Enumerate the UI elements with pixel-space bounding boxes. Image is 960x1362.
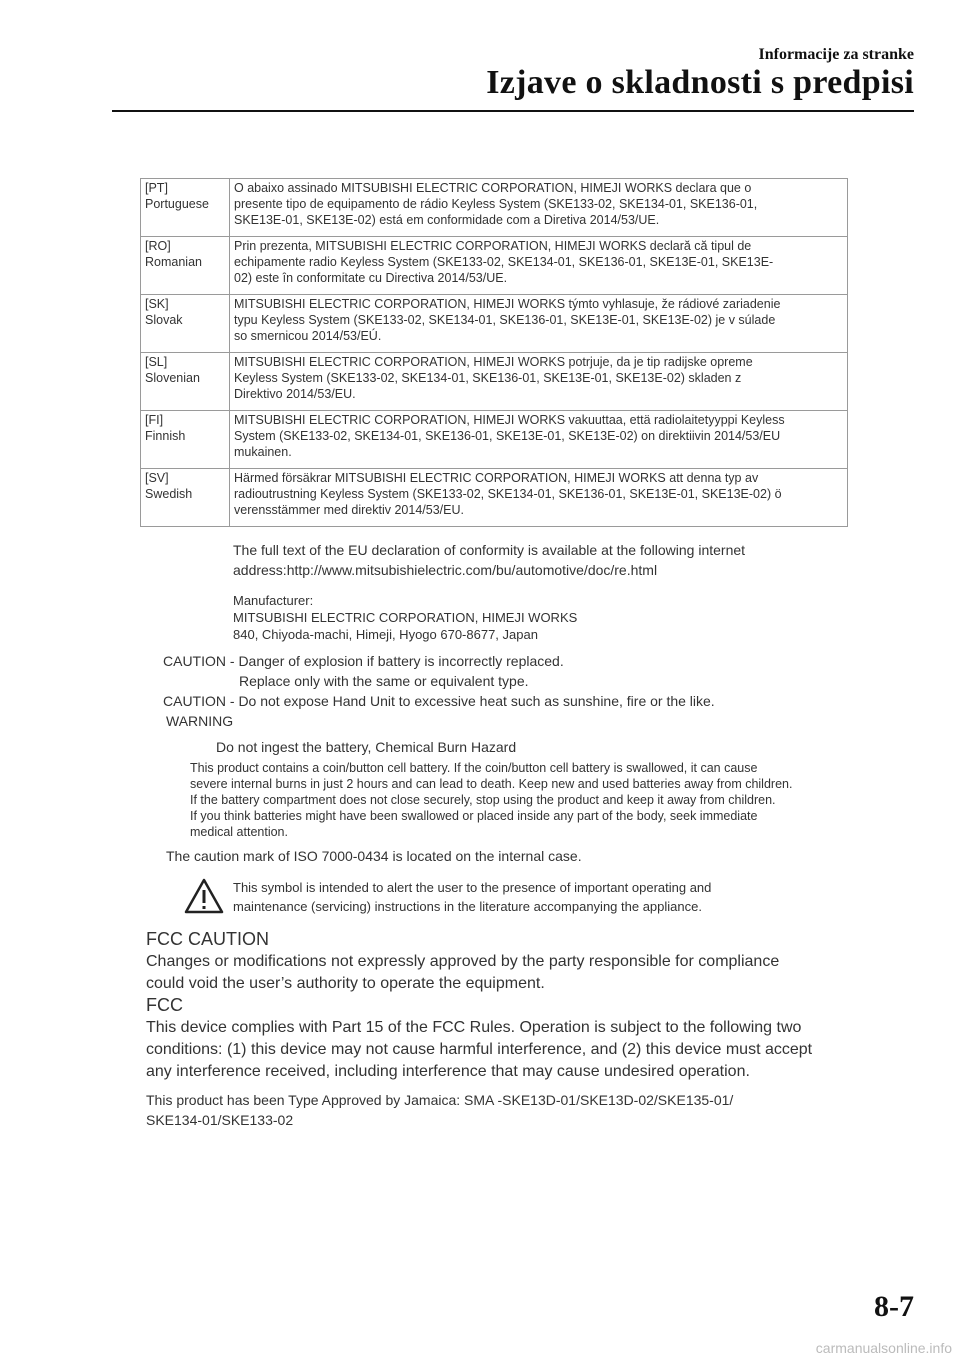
warning-line: severe internal burns in just 2 hours and can lead to death. Keep new and used batteries away from children. bbox=[190, 777, 793, 791]
declaration-line: Keyless System (SKE133-02, SKE134-01, SKE136-01, SKE13E-01, SKE13E-02) skladen z bbox=[234, 371, 742, 385]
full-text-block bbox=[233, 540, 745, 580]
warning-headline: Do not ingest the battery, Chemical Burn Hazard bbox=[216, 739, 517, 755]
declaration-row bbox=[141, 237, 848, 295]
language-name: Swedish bbox=[145, 487, 193, 501]
manufacturer-name: MITSUBISHI ELECTRIC CORPORATION, HIMEJI WORKS bbox=[233, 610, 578, 625]
caution-line: Replace only with the same or equivalent type. bbox=[239, 673, 529, 689]
declaration-text-cell bbox=[230, 179, 848, 237]
declaration-line: typu Keyless System (SKE133-02, SKE134-01, SKE136-01, SKE13E-01, SKE13E-02) je v súlade bbox=[234, 313, 776, 327]
declaration-line: System (SKE133-02, SKE134-01, SKE136-01, SKE13E-01, SKE13E-02) on direktiivin 2014/53/EU bbox=[234, 429, 781, 443]
symbol-text bbox=[233, 878, 711, 916]
declarations-table bbox=[140, 178, 848, 527]
warning-line: If the battery compartment does not close securely, stop using the product and keep it away from children. bbox=[190, 793, 776, 807]
fcc-caution-line: could void the user’s authority to operate the equipment. bbox=[146, 975, 545, 992]
declaration-line: MITSUBISHI ELECTRIC CORPORATION, HIMEJI WORKS týmto vyhlasuje, že rádiové zariadenie bbox=[234, 297, 781, 311]
manufacturer-block bbox=[233, 592, 577, 643]
declaration-text-cell bbox=[230, 411, 848, 469]
declaration-language-cell bbox=[141, 411, 230, 469]
jamaica-line: SKE134-01/SKE133-02 bbox=[146, 1112, 294, 1128]
warning-body bbox=[190, 760, 792, 840]
declaration-text-cell bbox=[230, 295, 848, 353]
warning-line: This product contains a coin/button cell battery. If the coin/button cell battery is swallowed, it can cause bbox=[190, 761, 758, 775]
manufacturer-label: Manufacturer: bbox=[233, 593, 314, 608]
declaration-text-cell bbox=[230, 469, 848, 527]
declaration-text-cell bbox=[230, 353, 848, 411]
declaration-text-cell bbox=[230, 237, 848, 295]
warning-label: WARNING bbox=[166, 713, 234, 729]
declaration-row bbox=[141, 179, 848, 237]
fcc-line: conditions: (1) this device may not cause harmful interference, and (2) this device must accept bbox=[146, 1041, 813, 1058]
declaration-line: Prin prezenta, MITSUBISHI ELECTRIC CORPORATION, HIMEJI WORKS declară că tipul de bbox=[234, 239, 752, 253]
declaration-line: mukainen. bbox=[234, 445, 292, 459]
declaration-line: Direktivo 2014/53/EU. bbox=[234, 387, 356, 401]
watermark: carmanualsonline.info bbox=[815, 1340, 952, 1356]
caution-line: CAUTION - Danger of explosion if battery is incorrectly replaced. bbox=[163, 653, 564, 669]
header-rule bbox=[112, 110, 914, 112]
page-title: Izjave o skladnosti s predpisi bbox=[486, 64, 914, 101]
declaration-line: echipamente radio Keyless System (SKE133-02, SKE134-01, SKE136-01, SKE13E-01, SKE13E- bbox=[234, 255, 774, 269]
declaration-line: MITSUBISHI ELECTRIC CORPORATION, HIMEJI WORKS potrjuje, da je tip radijske opreme bbox=[234, 355, 753, 369]
declaration-language-cell bbox=[141, 179, 230, 237]
language-name: Slovak bbox=[145, 313, 183, 327]
declaration-language-cell bbox=[141, 237, 230, 295]
declaration-line: verensstämmer med direktiv 2014/53/EU. bbox=[234, 503, 464, 517]
declaration-row bbox=[141, 411, 848, 469]
fcc-caution-title: FCC CAUTION bbox=[146, 929, 269, 949]
jamaica-text bbox=[146, 1090, 733, 1130]
declaration-language-cell bbox=[141, 353, 230, 411]
declaration-line: radioutrustning Keyless System (SKE133-02, SKE134-01, SKE136-01, SKE13E-01, SKE13E-02) ö bbox=[234, 487, 782, 501]
caution-mark-text: The caution mark of ISO 7000-0434 is located on the internal case. bbox=[166, 848, 582, 864]
declaration-line: SKE13E-01, SKE13E-02) está em conformidade com a Diretiva 2014/53/UE. bbox=[234, 213, 660, 227]
fcc-body bbox=[146, 1017, 812, 1083]
fcc-title: FCC bbox=[146, 995, 183, 1015]
declaration-row bbox=[141, 469, 848, 527]
full-text-line: The full text of the EU declaration of conformity is available at the following internet bbox=[233, 542, 746, 558]
declaration-line: O abaixo assinado MITSUBISHI ELECTRIC CORPORATION, HIMEJI WORKS declara que o bbox=[234, 181, 752, 195]
declaration-row bbox=[141, 295, 848, 353]
caution-line: CAUTION - Do not expose Hand Unit to excessive heat such as sunshine, fire or the like. bbox=[163, 693, 715, 709]
fcc-caution-body bbox=[146, 951, 779, 995]
language-name: Portuguese bbox=[145, 197, 209, 211]
jamaica-line: This product has been Type Approved by Jamaica: SMA -SKE13D-01/SKE13D-02/SKE135-01/ bbox=[146, 1092, 734, 1108]
language-code: [FI] bbox=[145, 413, 164, 427]
language-name: Finnish bbox=[145, 429, 186, 443]
declaration-row bbox=[141, 353, 848, 411]
warning-line: If you think batteries might have been swallowed or placed inside any part of the body, seek immediate bbox=[190, 809, 758, 823]
warning-line: medical attention. bbox=[190, 825, 288, 839]
header-section: Informacije za stranke bbox=[758, 46, 914, 63]
fcc-line: any interference received, including interference that may cause undesired operation. bbox=[146, 1063, 750, 1080]
page-number: 8-7 bbox=[874, 1290, 914, 1323]
declaration-language-cell bbox=[141, 469, 230, 527]
language-name: Slovenian bbox=[145, 371, 200, 385]
full-text-line: address:http://www.mitsubishielectric.com/bu/automotive/doc/re.html bbox=[233, 562, 658, 578]
fcc-line: This device complies with Part 15 of the FCC Rules. Operation is subject to the following two bbox=[146, 1019, 802, 1036]
declaration-language-cell bbox=[141, 295, 230, 353]
language-code: [RO] bbox=[145, 239, 171, 253]
warning-triangle-icon bbox=[184, 878, 224, 914]
language-code: [SK] bbox=[145, 297, 169, 311]
declaration-line: MITSUBISHI ELECTRIC CORPORATION, HIMEJI WORKS vakuuttaa, että radiolaitetyyppi Keyless bbox=[234, 413, 785, 427]
manufacturer-address: 840, Chiyoda-machi, Himeji, Hyogo 670-8677, Japan bbox=[233, 627, 538, 642]
symbol-line: This symbol is intended to alert the user to the presence of important operating and bbox=[233, 880, 712, 895]
caution-block bbox=[163, 651, 715, 711]
fcc-caution-line: Changes or modifications not expressly approved by the party responsible for compliance bbox=[146, 953, 780, 970]
declaration-line: presente tipo de equipamento de rádio Keyless System (SKE133-02, SKE134-01, SKE136-01, bbox=[234, 197, 758, 211]
language-code: [SL] bbox=[145, 355, 168, 369]
declaration-line: so smernicou 2014/53/EÚ. bbox=[234, 329, 382, 343]
language-name: Romanian bbox=[145, 255, 202, 269]
language-code: [SV] bbox=[145, 471, 169, 485]
language-code: [PT] bbox=[145, 181, 168, 195]
symbol-line: maintenance (servicing) instructions in the literature accompanying the appliance. bbox=[233, 899, 702, 914]
declaration-line: 02) este în conformitate cu Directiva 2014/53/UE. bbox=[234, 271, 508, 285]
declaration-line: Härmed försäkrar MITSUBISHI ELECTRIC CORPORATION, HIMEJI WORKS att denna typ av bbox=[234, 471, 759, 485]
